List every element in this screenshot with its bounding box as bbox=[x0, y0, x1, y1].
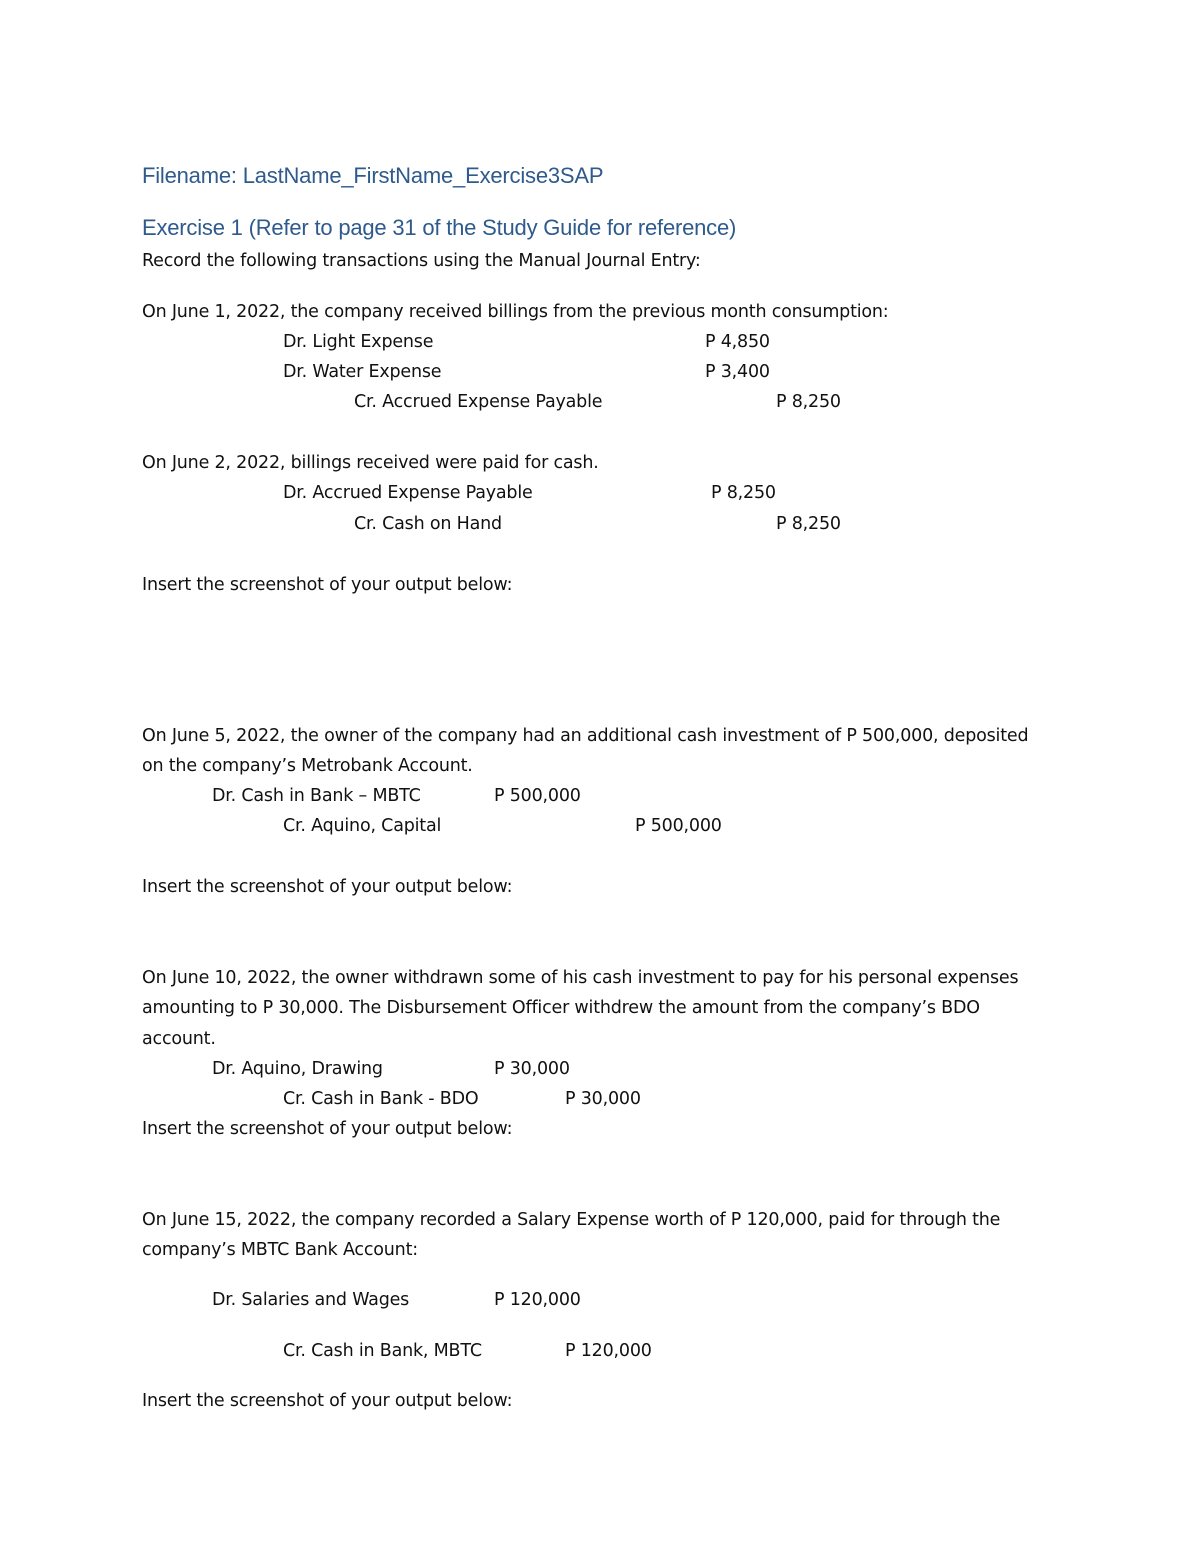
debit-amount: P 3,400 bbox=[705, 362, 770, 382]
instruction-text: Record the following transactions using the Manual Journal Entry: bbox=[142, 251, 701, 271]
debit-amount: P 120,000 bbox=[494, 1290, 581, 1310]
credit-account: Cr. Cash on Hand bbox=[354, 514, 502, 534]
credit-amount: P 8,250 bbox=[776, 514, 841, 534]
transaction-description: amounting to P 30,000. The Disbursement Officer withdrew the amount from the company’s BDO bbox=[142, 998, 980, 1018]
credit-amount: P 120,000 bbox=[565, 1341, 652, 1361]
transaction-description: company’s MBTC Bank Account: bbox=[142, 1240, 418, 1260]
exercise-heading: Exercise 1 (Refer to page 31 of the Study Guide for reference) bbox=[142, 215, 737, 240]
credit-amount: P 500,000 bbox=[635, 816, 722, 836]
transaction-description: On June 1, 2022, the company received billings from the previous month consumption: bbox=[142, 302, 889, 322]
insert-screenshot-prompt: Insert the screenshot of your output below: bbox=[142, 575, 513, 595]
insert-screenshot-prompt: Insert the screenshot of your output below: bbox=[142, 1119, 513, 1139]
transaction-description: on the company’s Metrobank Account. bbox=[142, 756, 473, 776]
credit-account: Cr. Aquino, Capital bbox=[283, 816, 442, 836]
credit-account: Cr. Cash in Bank - BDO bbox=[283, 1089, 479, 1109]
debit-amount: P 8,250 bbox=[711, 483, 776, 503]
debit-amount: P 4,850 bbox=[705, 332, 770, 352]
credit-account: Cr. Accrued Expense Payable bbox=[354, 392, 603, 412]
debit-account: Dr. Water Expense bbox=[283, 362, 442, 382]
debit-account: Dr. Cash in Bank – MBTC bbox=[212, 786, 421, 806]
debit-amount: P 30,000 bbox=[494, 1059, 570, 1079]
transaction-description: On June 2, 2022, billings received were paid for cash. bbox=[142, 453, 599, 473]
debit-account: Dr. Aquino, Drawing bbox=[212, 1059, 383, 1079]
debit-account: Dr. Light Expense bbox=[283, 332, 434, 352]
debit-account: Dr. Accrued Expense Payable bbox=[283, 483, 533, 503]
transaction-description: On June 5, 2022, the owner of the company had an additional cash investment of P 500,000, deposited bbox=[142, 726, 1029, 746]
transaction-description: On June 10, 2022, the owner withdrawn some of his cash investment to pay for his personal expenses bbox=[142, 968, 1019, 988]
transaction-description: account. bbox=[142, 1029, 216, 1049]
transaction-description: On June 15, 2022, the company recorded a Salary Expense worth of P 120,000, paid for through the bbox=[142, 1210, 1001, 1230]
credit-amount: P 30,000 bbox=[565, 1089, 641, 1109]
filename-heading: Filename: LastName_FirstName_Exercise3SAP bbox=[142, 163, 604, 188]
insert-screenshot-prompt: Insert the screenshot of your output below: bbox=[142, 877, 513, 897]
insert-screenshot-prompt: Insert the screenshot of your output below: bbox=[142, 1391, 513, 1411]
credit-amount: P 8,250 bbox=[776, 392, 841, 412]
debit-amount: P 500,000 bbox=[494, 786, 581, 806]
credit-account: Cr. Cash in Bank, MBTC bbox=[283, 1341, 482, 1361]
debit-account: Dr. Salaries and Wages bbox=[212, 1290, 410, 1310]
